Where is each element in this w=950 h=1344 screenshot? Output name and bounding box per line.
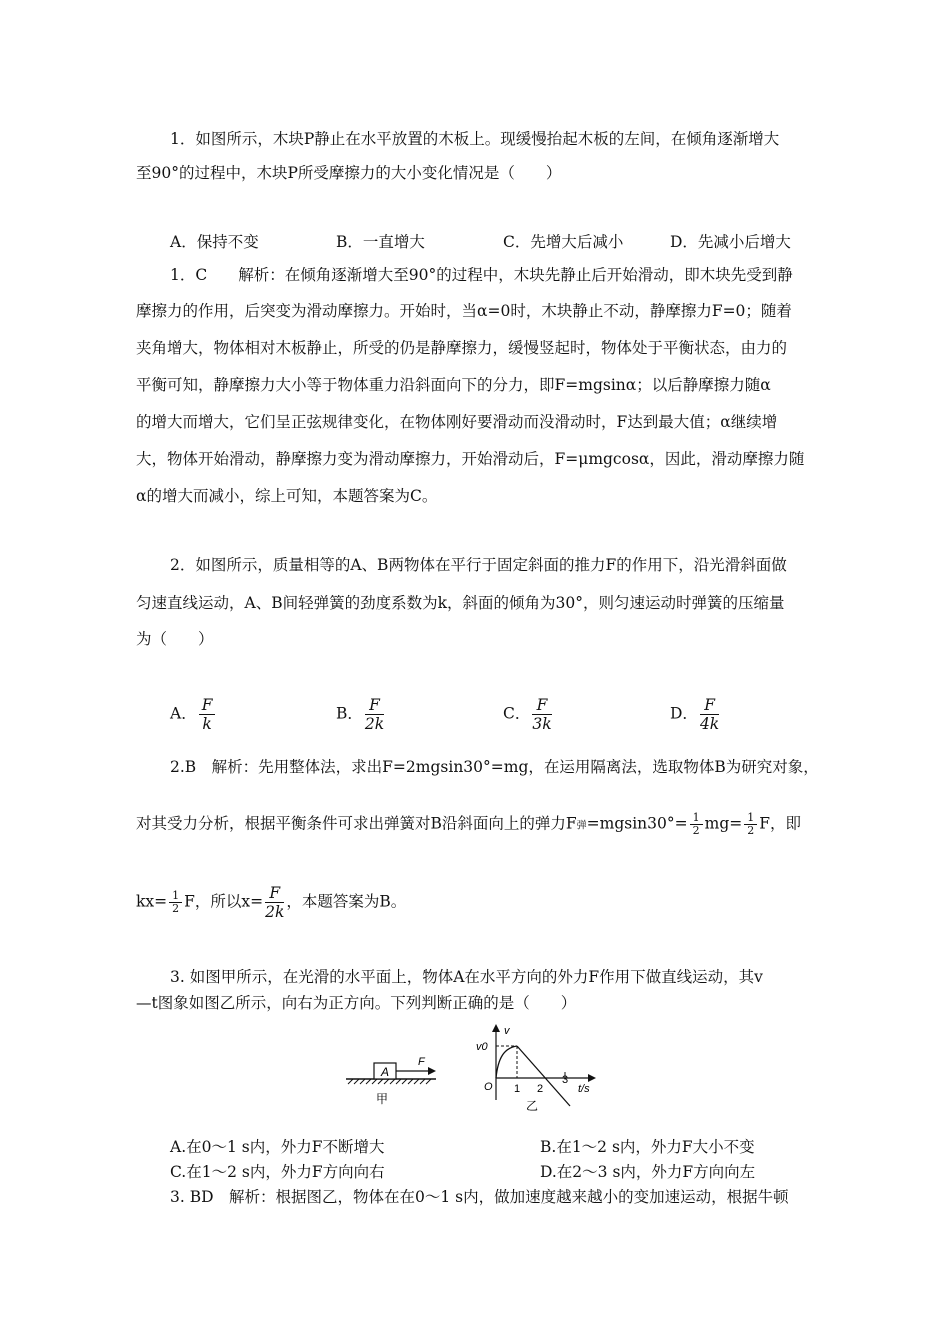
fraction-den: 2: [692, 824, 700, 837]
q1-solution-line: 摩擦力的作用，后突变为滑动摩擦力。开始时，当α=0时，木块静止不动，静摩擦力F=0；随着: [136, 302, 792, 320]
q1-solution-line: α的增大而减小，综上可知，本题答案为C。: [136, 487, 438, 505]
figure-caption: 甲: [375, 1092, 389, 1106]
t-axis-label: t/s: [578, 1083, 590, 1095]
q3-option-a: A.在0～1 s内，外力F不断增大: [170, 1138, 385, 1156]
figure-jia: [340, 1055, 440, 1107]
fraction-num: F: [365, 696, 384, 715]
text-run: F，所以x=: [184, 892, 264, 911]
q2-stem-line1: 2．如图所示，质量相等的A、B两物体在平行于固定斜面的推力F的作用下，沿光滑斜面做: [170, 556, 787, 574]
q1-option-b: B．一直增大: [336, 233, 425, 251]
q2-option-b: [336, 696, 386, 733]
text-run: kx=: [136, 892, 168, 911]
fraction-num: F: [532, 696, 551, 715]
v-axis-label: v: [504, 1025, 510, 1037]
option-label: A．: [170, 704, 197, 723]
fraction-num: 1: [744, 812, 757, 825]
fraction-den: 2k: [265, 903, 285, 921]
fraction: [532, 696, 551, 733]
q2-stem-line2: 匀速直线运动，A、B间轻弹簧的劲度系数为k，斜面的倾角为30°，则匀速运动时弹簧的压缩量: [136, 594, 785, 612]
q3-solution-line1: 3. BD 解析：根据图乙，物体在在0～1 s内，做加速度越来越小的变加速运动，根据牛顿: [170, 1188, 789, 1206]
fraction: [700, 696, 719, 733]
fraction-x: [265, 884, 284, 921]
fraction-den: k: [202, 715, 212, 733]
arrow-head-icon: [428, 1067, 436, 1075]
text-run: mg=: [704, 814, 743, 833]
q2-option-c: [503, 696, 554, 733]
q1-solution-line: 的增大而增大，它们呈正弦规律变化，在物体刚好要滑动而没滑动时，F达到最大值；α继续增: [136, 413, 778, 431]
q3-option-b: B.在1～2 s内，外力F大小不变: [540, 1138, 755, 1156]
q2-solution-line3: [136, 884, 406, 921]
q2-solution-line2: [136, 812, 801, 838]
fraction-num: F: [199, 696, 216, 715]
fraction-den: 2: [747, 824, 755, 837]
q1-option-d: D．先减小后增大: [670, 233, 791, 251]
q1-option-c: C．先增大后减小: [503, 233, 624, 251]
fraction-num: 1: [690, 812, 703, 825]
fraction-den: 2k: [364, 715, 385, 733]
q3-stem-line2: —t图象如图乙所示，向右为正方向。下列判断正确的是（ ）: [136, 994, 577, 1012]
fraction-half: [744, 812, 757, 837]
arrow-head-icon: [492, 1024, 500, 1032]
q3-option-d: D.在2～3 s内，外力F方向向左: [540, 1163, 756, 1181]
figure-caption: 乙: [525, 1099, 539, 1112]
q1-solution-line: 平衡可知，静摩擦力大小等于物体重力沿斜面向下的分力，即F=mgsinα；以后静摩擦力随α: [136, 376, 771, 394]
fraction-half: [690, 812, 703, 837]
fraction-half: [169, 890, 182, 915]
fraction: [365, 696, 384, 733]
tick-1: 1: [514, 1083, 521, 1095]
fraction-num: F: [265, 884, 284, 903]
q3-option-c: C.在1～2 s内，外力F方向向右: [170, 1163, 385, 1181]
fraction-den: 3k: [532, 715, 552, 733]
force-label: F: [418, 1056, 425, 1068]
text-run: ，本题答案为B。: [286, 892, 407, 911]
origin-label: O: [484, 1081, 493, 1093]
q1-solution-line: 夹角增大，物体相对木板静止，所受的仍是静摩擦力，缓慢竖起时，物体处于平衡状态，由力的: [136, 339, 788, 357]
option-label: D．: [670, 704, 698, 723]
q3-stem-line1: 3. 如图甲所示，在光滑的水平面上，物体A在水平方向的外力F作用下做直线运动，其v: [170, 968, 763, 986]
v0-label: v0: [476, 1041, 488, 1053]
q2-option-a: [170, 696, 217, 733]
text-run: F，即: [759, 814, 801, 833]
q1-stem-line1: 1．如图所示，木块P静止在水平放置的木板上。现缓慢抬起木板的左间，在倾角逐渐增大: [170, 130, 780, 148]
fraction-den: 2: [172, 902, 180, 915]
tick-3: 3: [562, 1074, 569, 1086]
q1-solution-line: 大，物体开始滑动，静摩擦力变为滑动摩擦力，开始滑动后，F=μmgcosα，因此，滑动摩擦力随: [136, 450, 805, 468]
fraction: [199, 696, 216, 733]
block-label: A: [380, 1065, 390, 1079]
q1-stem-line2: 至90°的过程中，木块P所受摩擦力的大小变化情况是（ ）: [136, 164, 562, 182]
q2-option-d: [670, 696, 721, 733]
text-run: =mgsin30°=: [586, 814, 688, 833]
fraction-num: F: [700, 696, 719, 715]
q2-solution-line1: 2.B 解析：先用整体法，求出F=2mgsin30°=mg，在运用隔离法，选取物体B为研究对象，: [170, 758, 819, 776]
q1-option-a: A．保持不变: [170, 233, 259, 251]
option-label: C．: [503, 704, 531, 723]
q2-stem-line3: 为（ ）: [136, 630, 214, 648]
fraction-den: 4k: [699, 715, 720, 733]
figure-yi: [470, 1020, 610, 1112]
text-run: 对其受力分析，根据平衡条件可求出弹簧对B沿斜面向上的弹力F: [136, 814, 577, 833]
subscript: 弹: [576, 820, 587, 832]
arrow-head-icon: [588, 1074, 596, 1082]
q1-solution-line: 1．C 解析：在倾角逐渐增大至90°的过程中，木块先静止后开始滑动，即木块先受到静: [170, 266, 793, 284]
tick-2: 2: [537, 1083, 544, 1095]
option-label: B．: [336, 704, 363, 723]
fraction-num: 1: [169, 890, 182, 903]
vt-curve-0-1: [496, 1046, 517, 1078]
